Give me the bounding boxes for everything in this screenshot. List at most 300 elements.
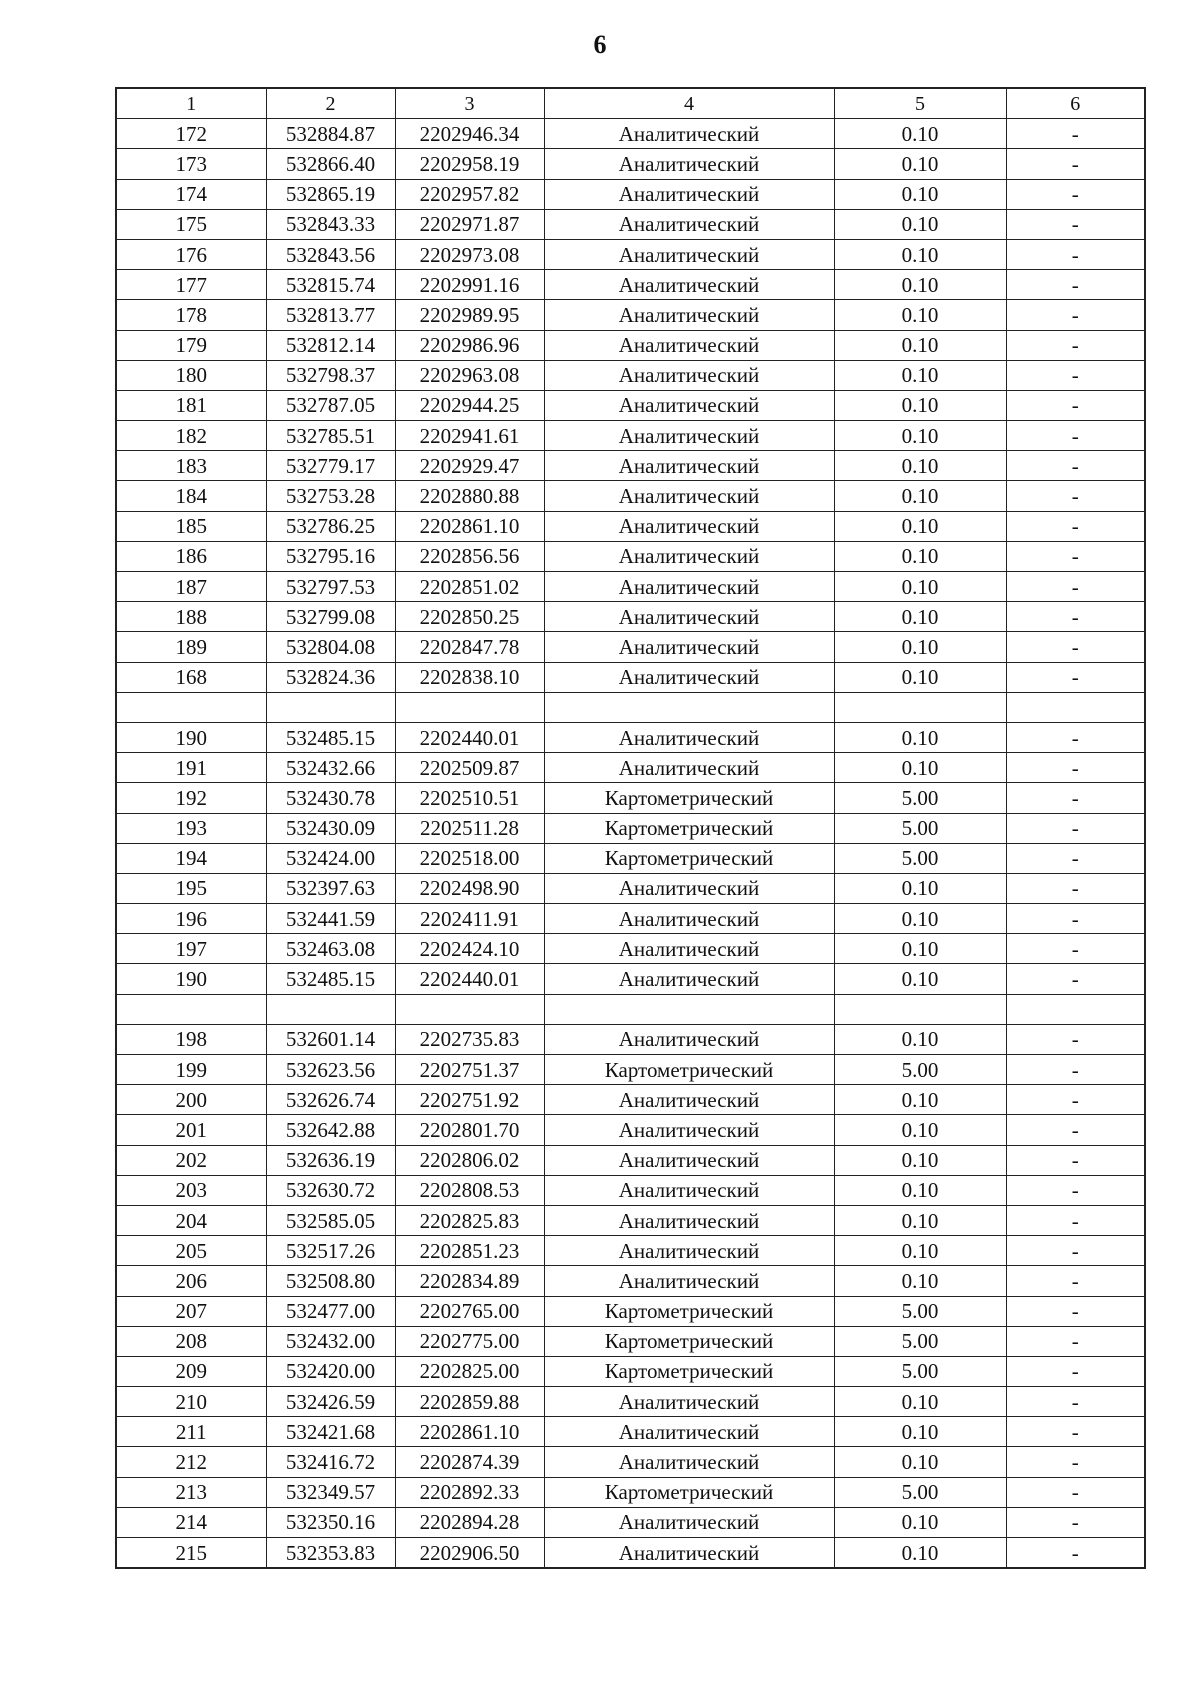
accuracy-cell: 0.10 [834,753,1006,783]
description-cell: - [1006,783,1145,813]
table-row [116,270,1145,300]
accuracy-cell: 0.10 [834,1024,1006,1054]
point-number-cell: 168 [116,662,266,692]
table-row [116,1175,1145,1205]
x-coordinate-cell: 532779.17 [266,451,395,481]
column-header: 5 [834,88,1006,119]
y-coordinate-cell: 2202906.50 [395,1538,544,1569]
x-coordinate-cell: 532477.00 [266,1296,395,1326]
accuracy-cell: 0.10 [834,662,1006,692]
y-coordinate-cell: 2202509.87 [395,753,544,783]
accuracy-cell: 5.00 [834,783,1006,813]
accuracy-cell [834,692,1006,722]
column-header: 6 [1006,88,1145,119]
x-coordinate-cell [266,994,395,1024]
y-coordinate-cell: 2202440.01 [395,722,544,752]
method-cell: Аналитический [544,1205,834,1235]
y-coordinate-cell: 2202859.88 [395,1387,544,1417]
y-coordinate-cell: 2202963.08 [395,360,544,390]
table-row [116,1477,1145,1507]
method-cell: Аналитический [544,209,834,239]
point-number-cell [116,692,266,722]
description-cell: - [1006,1115,1145,1145]
accuracy-cell: 5.00 [834,1356,1006,1386]
method-cell: Аналитический [544,451,834,481]
x-coordinate-cell: 532787.05 [266,390,395,420]
accuracy-cell: 0.10 [834,149,1006,179]
y-coordinate-cell: 2202850.25 [395,602,544,632]
method-cell: Аналитический [544,964,834,994]
accuracy-cell: 0.10 [834,360,1006,390]
point-number-cell: 200 [116,1085,266,1115]
accuracy-cell: 0.10 [834,1417,1006,1447]
table-row [116,572,1145,602]
table-row [116,722,1145,752]
column-header: 4 [544,88,834,119]
point-number-cell: 191 [116,753,266,783]
method-cell: Аналитический [544,632,834,662]
point-number-cell: 186 [116,541,266,571]
x-coordinate-cell: 532353.83 [266,1538,395,1569]
table-row [116,1538,1145,1569]
accuracy-cell: 0.10 [834,1387,1006,1417]
accuracy-cell: 0.10 [834,300,1006,330]
description-cell: - [1006,1266,1145,1296]
table-row [116,1326,1145,1356]
x-coordinate-cell: 532753.28 [266,481,395,511]
y-coordinate-cell: 2202989.95 [395,300,544,330]
point-number-cell: 198 [116,1024,266,1054]
y-coordinate-cell: 2202861.10 [395,1417,544,1447]
method-cell [544,692,834,722]
x-coordinate-cell: 532397.63 [266,873,395,903]
table-row [116,239,1145,269]
point-number-cell: 212 [116,1447,266,1477]
description-cell: - [1006,662,1145,692]
x-coordinate-cell: 532430.78 [266,783,395,813]
accuracy-cell: 0.10 [834,270,1006,300]
accuracy-cell: 0.10 [834,1145,1006,1175]
method-cell: Аналитический [544,360,834,390]
table-row [116,1205,1145,1235]
y-coordinate-cell: 2202941.61 [395,421,544,451]
description-cell: - [1006,1055,1145,1085]
description-cell: - [1006,873,1145,903]
description-cell: - [1006,390,1145,420]
table-row [116,662,1145,692]
x-coordinate-cell: 532421.68 [266,1417,395,1447]
description-cell: - [1006,904,1145,934]
method-cell: Аналитический [544,1507,834,1537]
method-cell: Картометрический [544,1356,834,1386]
accuracy-cell: 0.10 [834,451,1006,481]
accuracy-cell: 0.10 [834,421,1006,451]
x-coordinate-cell: 532430.09 [266,813,395,843]
accuracy-cell: 0.10 [834,541,1006,571]
y-coordinate-cell: 2202801.70 [395,1115,544,1145]
point-number-cell: 203 [116,1175,266,1205]
description-cell: - [1006,360,1145,390]
point-number-cell: 193 [116,813,266,843]
y-coordinate-cell: 2202880.88 [395,481,544,511]
x-coordinate-cell: 532824.36 [266,662,395,692]
accuracy-cell: 0.10 [834,119,1006,149]
description-cell: - [1006,451,1145,481]
y-coordinate-cell: 2202929.47 [395,451,544,481]
point-number-cell: 184 [116,481,266,511]
point-number-cell: 195 [116,873,266,903]
method-cell: Аналитический [544,421,834,451]
accuracy-cell: 0.10 [834,934,1006,964]
description-cell: - [1006,1085,1145,1115]
accuracy-cell: 0.10 [834,1447,1006,1477]
accuracy-cell: 0.10 [834,904,1006,934]
method-cell: Аналитический [544,572,834,602]
table-row [116,119,1145,149]
table-row [116,934,1145,964]
point-number-cell: 204 [116,1205,266,1235]
point-number-cell: 192 [116,783,266,813]
description-cell: - [1006,1326,1145,1356]
y-coordinate-cell: 2202424.10 [395,934,544,964]
table-row [116,904,1145,934]
method-cell [544,994,834,1024]
x-coordinate-cell: 532795.16 [266,541,395,571]
accuracy-cell: 0.10 [834,1175,1006,1205]
description-cell: - [1006,270,1145,300]
accuracy-cell: 0.10 [834,572,1006,602]
accuracy-cell: 0.10 [834,239,1006,269]
table-row [116,300,1145,330]
description-cell: - [1006,753,1145,783]
accuracy-cell: 5.00 [834,1055,1006,1085]
method-cell: Аналитический [544,1085,834,1115]
accuracy-cell: 5.00 [834,813,1006,843]
accuracy-cell: 0.10 [834,330,1006,360]
table-row [116,1024,1145,1054]
description-cell: - [1006,119,1145,149]
column-header: 1 [116,88,266,119]
x-coordinate-cell: 532416.72 [266,1447,395,1477]
coordinates-table [115,87,1146,1569]
x-coordinate-cell: 532636.19 [266,1145,395,1175]
y-coordinate-cell [395,692,544,722]
description-cell: - [1006,481,1145,511]
point-number-cell: 199 [116,1055,266,1085]
description-cell: - [1006,1205,1145,1235]
description-cell: - [1006,1387,1145,1417]
method-cell: Картометрический [544,1326,834,1356]
point-number-cell: 179 [116,330,266,360]
method-cell: Картометрический [544,1296,834,1326]
point-number-cell: 173 [116,149,266,179]
accuracy-cell: 0.10 [834,1205,1006,1235]
description-cell: - [1006,421,1145,451]
y-coordinate-cell: 2202851.23 [395,1236,544,1266]
description-cell: - [1006,1024,1145,1054]
x-coordinate-cell: 532426.59 [266,1387,395,1417]
x-coordinate-cell: 532420.00 [266,1356,395,1386]
x-coordinate-cell: 532585.05 [266,1205,395,1235]
description-cell [1006,692,1145,722]
method-cell: Аналитический [544,1145,834,1175]
description-cell: - [1006,239,1145,269]
method-cell: Аналитический [544,390,834,420]
table-row [116,873,1145,903]
x-coordinate-cell: 532786.25 [266,511,395,541]
point-number-cell: 196 [116,904,266,934]
y-coordinate-cell: 2202751.37 [395,1055,544,1085]
x-coordinate-cell: 532485.15 [266,722,395,752]
y-coordinate-cell: 2202825.83 [395,1205,544,1235]
method-cell: Аналитический [544,722,834,752]
method-cell: Картометрический [544,843,834,873]
point-number-cell: 197 [116,934,266,964]
method-cell: Аналитический [544,873,834,903]
table-row [116,1447,1145,1477]
y-coordinate-cell: 2202971.87 [395,209,544,239]
description-cell: - [1006,1417,1145,1447]
point-number-cell: 175 [116,209,266,239]
table-row [116,1507,1145,1537]
description-cell: - [1006,632,1145,662]
description-cell: - [1006,1477,1145,1507]
description-cell: - [1006,1175,1145,1205]
method-cell: Аналитический [544,904,834,934]
x-coordinate-cell: 532813.77 [266,300,395,330]
table-row [116,813,1145,843]
x-coordinate-cell: 532815.74 [266,270,395,300]
accuracy-cell [834,994,1006,1024]
method-cell: Аналитический [544,239,834,269]
y-coordinate-cell: 2202957.82 [395,179,544,209]
x-coordinate-cell: 532799.08 [266,602,395,632]
table-row [116,330,1145,360]
method-cell: Аналитический [544,1115,834,1145]
method-cell: Аналитический [544,753,834,783]
point-number-cell: 189 [116,632,266,662]
description-cell: - [1006,511,1145,541]
accuracy-cell: 0.10 [834,1115,1006,1145]
table-row [116,602,1145,632]
table-row [116,541,1145,571]
y-coordinate-cell: 2202808.53 [395,1175,544,1205]
x-coordinate-cell: 532626.74 [266,1085,395,1115]
y-coordinate-cell: 2202518.00 [395,843,544,873]
point-number-cell: 210 [116,1387,266,1417]
y-coordinate-cell: 2202847.78 [395,632,544,662]
description-cell: - [1006,1145,1145,1175]
method-cell: Аналитический [544,119,834,149]
y-coordinate-cell: 2202510.51 [395,783,544,813]
x-coordinate-cell: 532432.00 [266,1326,395,1356]
method-cell: Аналитический [544,1175,834,1205]
point-number-cell: 185 [116,511,266,541]
x-coordinate-cell: 532797.53 [266,572,395,602]
method-cell: Аналитический [544,1447,834,1477]
x-coordinate-cell: 532623.56 [266,1055,395,1085]
method-cell: Аналитический [544,602,834,632]
method-cell: Аналитический [544,1538,834,1569]
y-coordinate-cell: 2202765.00 [395,1296,544,1326]
y-coordinate-cell: 2202751.92 [395,1085,544,1115]
point-number-cell: 205 [116,1236,266,1266]
method-cell: Аналитический [544,511,834,541]
accuracy-cell: 0.10 [834,209,1006,239]
x-coordinate-cell: 532424.00 [266,843,395,873]
x-coordinate-cell: 532601.14 [266,1024,395,1054]
point-number-cell: 190 [116,722,266,752]
description-cell: - [1006,572,1145,602]
table-row [116,209,1145,239]
point-number-cell: 172 [116,119,266,149]
x-coordinate-cell: 532349.57 [266,1477,395,1507]
table-row [116,753,1145,783]
method-cell: Аналитический [544,149,834,179]
accuracy-cell: 0.10 [834,511,1006,541]
table-row [116,1055,1145,1085]
accuracy-cell: 0.10 [834,179,1006,209]
table-row [116,511,1145,541]
method-cell: Картометрический [544,783,834,813]
description-cell: - [1006,1356,1145,1386]
point-number-cell: 181 [116,390,266,420]
point-number-cell: 211 [116,1417,266,1447]
y-coordinate-cell: 2202991.16 [395,270,544,300]
page-number: 6 [593,30,607,59]
x-coordinate-cell: 532866.40 [266,149,395,179]
y-coordinate-cell: 2202834.89 [395,1266,544,1296]
description-cell: - [1006,330,1145,360]
y-coordinate-cell: 2202874.39 [395,1447,544,1477]
method-cell: Аналитический [544,1236,834,1266]
y-coordinate-cell: 2202958.19 [395,149,544,179]
point-number-cell: 183 [116,451,266,481]
table-row [116,390,1145,420]
description-cell: - [1006,1538,1145,1569]
accuracy-cell: 0.10 [834,1236,1006,1266]
method-cell: Картометрический [544,1477,834,1507]
description-cell: - [1006,813,1145,843]
description-cell: - [1006,722,1145,752]
y-coordinate-cell: 2202775.00 [395,1326,544,1356]
description-cell [1006,994,1145,1024]
x-coordinate-cell: 532642.88 [266,1115,395,1145]
point-number-cell: 213 [116,1477,266,1507]
x-coordinate-cell: 532785.51 [266,421,395,451]
table-body [116,119,1145,1569]
method-cell: Картометрический [544,1055,834,1085]
y-coordinate-cell: 2202838.10 [395,662,544,692]
method-cell: Аналитический [544,1266,834,1296]
y-coordinate-cell: 2202861.10 [395,511,544,541]
point-number-cell: 176 [116,239,266,269]
accuracy-cell: 5.00 [834,1326,1006,1356]
x-coordinate-cell: 532798.37 [266,360,395,390]
description-cell: - [1006,149,1145,179]
x-coordinate-cell: 532350.16 [266,1507,395,1537]
point-number-cell: 215 [116,1538,266,1569]
point-number-cell: 188 [116,602,266,632]
y-coordinate-cell: 2202498.90 [395,873,544,903]
accuracy-cell: 0.10 [834,873,1006,903]
table-row [116,451,1145,481]
point-number-cell: 182 [116,421,266,451]
point-number-cell: 207 [116,1296,266,1326]
column-header: 2 [266,88,395,119]
table-row [116,360,1145,390]
accuracy-cell: 0.10 [834,602,1006,632]
x-coordinate-cell: 532517.26 [266,1236,395,1266]
description-cell: - [1006,1447,1145,1477]
description-cell: - [1006,1507,1145,1537]
method-cell: Аналитический [544,934,834,964]
y-coordinate-cell: 2202892.33 [395,1477,544,1507]
description-cell: - [1006,602,1145,632]
x-coordinate-cell: 532804.08 [266,632,395,662]
description-cell: - [1006,843,1145,873]
table-row [116,179,1145,209]
accuracy-cell: 0.10 [834,1538,1006,1569]
accuracy-cell: 0.10 [834,481,1006,511]
table-row [116,1145,1145,1175]
y-coordinate-cell: 2202986.96 [395,330,544,360]
x-coordinate-cell: 532508.80 [266,1266,395,1296]
description-cell: - [1006,1236,1145,1266]
point-number-cell [116,994,266,1024]
y-coordinate-cell: 2202851.02 [395,572,544,602]
table-row [116,149,1145,179]
y-coordinate-cell: 2202511.28 [395,813,544,843]
description-cell: - [1006,300,1145,330]
point-number-cell: 214 [116,1507,266,1537]
header-row [116,88,1145,119]
x-coordinate-cell: 532865.19 [266,179,395,209]
accuracy-cell: 0.10 [834,722,1006,752]
table-row [116,481,1145,511]
point-number-cell: 201 [116,1115,266,1145]
accuracy-cell: 5.00 [834,1477,1006,1507]
y-coordinate-cell: 2202735.83 [395,1024,544,1054]
table-row [116,632,1145,662]
x-coordinate-cell: 532812.14 [266,330,395,360]
y-coordinate-cell: 2202944.25 [395,390,544,420]
point-number-cell: 187 [116,572,266,602]
y-coordinate-cell [395,994,544,1024]
table-row [116,994,1145,1024]
table-row [116,1115,1145,1145]
y-coordinate-cell: 2202946.34 [395,119,544,149]
method-cell: Аналитический [544,481,834,511]
y-coordinate-cell: 2202440.01 [395,964,544,994]
x-coordinate-cell: 532441.59 [266,904,395,934]
accuracy-cell: 0.10 [834,390,1006,420]
accuracy-cell: 0.10 [834,1266,1006,1296]
column-header: 3 [395,88,544,119]
accuracy-cell: 0.10 [834,632,1006,662]
table-row [116,783,1145,813]
method-cell: Аналитический [544,330,834,360]
description-cell: - [1006,541,1145,571]
point-number-cell: 177 [116,270,266,300]
x-coordinate-cell: 532630.72 [266,1175,395,1205]
point-number-cell: 206 [116,1266,266,1296]
accuracy-cell: 0.10 [834,964,1006,994]
method-cell: Аналитический [544,1387,834,1417]
description-cell: - [1006,179,1145,209]
table-row [116,1236,1145,1266]
table-row [116,1296,1145,1326]
